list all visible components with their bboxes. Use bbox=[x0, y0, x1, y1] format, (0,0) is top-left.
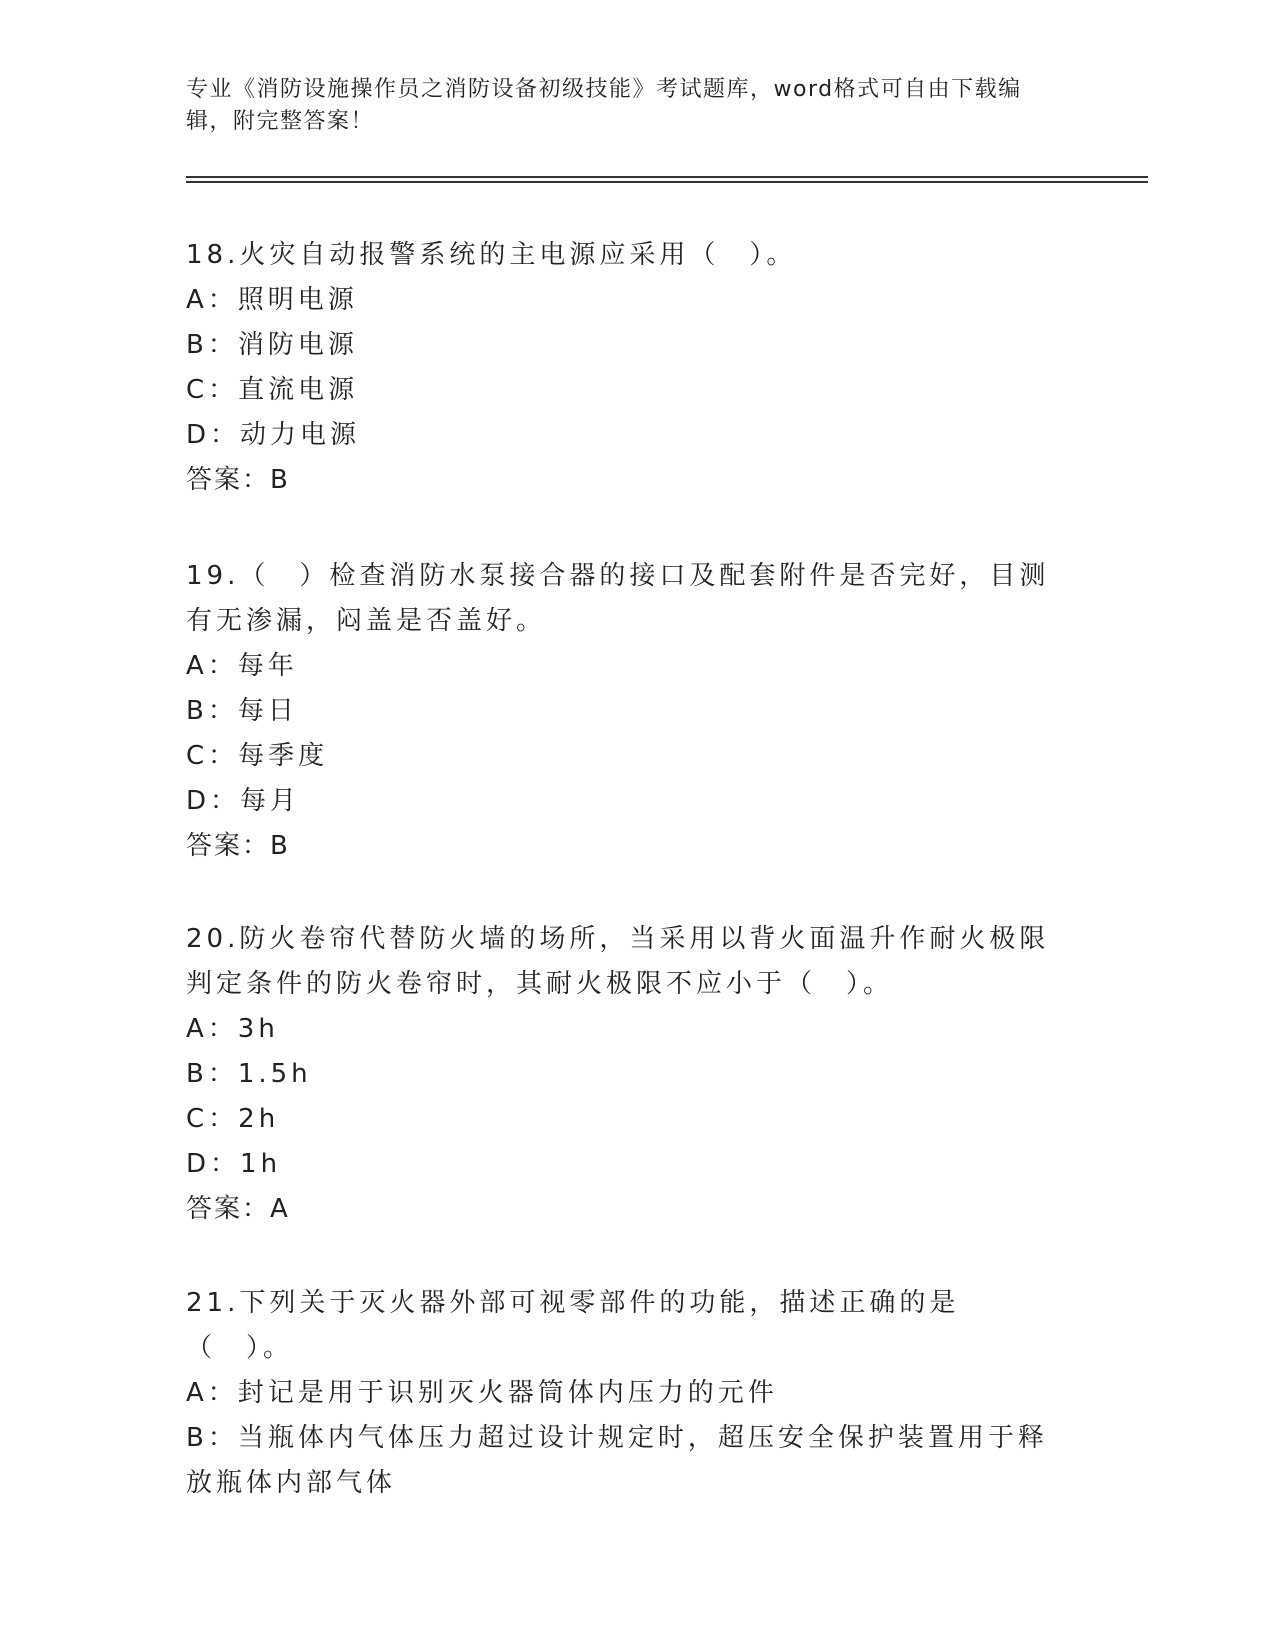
question-19 bbox=[186, 554, 1066, 869]
question-stem: 21.下列关于灭火器外部可视零部件的功能，描述正确的是（ ）。 bbox=[186, 1288, 960, 1363]
option-c: C：2h bbox=[186, 1104, 280, 1134]
option-c: C：直流电源 bbox=[186, 375, 359, 405]
option-b: B：1.5h bbox=[186, 1059, 312, 1089]
answer: 答案：B bbox=[186, 465, 290, 495]
option-d: D：动力电源 bbox=[186, 420, 361, 450]
question-20 bbox=[186, 917, 1066, 1232]
option-a: A：封记是用于识别灭火器筒体内压力的元件 bbox=[186, 1378, 778, 1408]
question-21 bbox=[186, 1281, 1066, 1506]
answer: 答案：B bbox=[186, 831, 290, 861]
answer: 答案：A bbox=[186, 1194, 290, 1224]
question-stem: 18.火灾自动报警系统的主电源应采用（ ）。 bbox=[186, 240, 797, 270]
header-rule-bottom bbox=[186, 181, 1148, 183]
option-a: A：每年 bbox=[186, 651, 298, 681]
option-c: C：每季度 bbox=[186, 741, 329, 771]
question-18 bbox=[186, 233, 1066, 503]
option-b: B：当瓶体内气体压力超过设计规定时，超压安全保护装置用于释放瓶体内部气体 bbox=[186, 1423, 1048, 1498]
document-header: 专业《消防设施操作员之消防设备初级技能》考试题库，word格式可自由下载编辑，附完整答案！ bbox=[186, 77, 1022, 134]
question-stem: 19.（ ）检查消防水泵接合器的接口及配套附件是否完好，目测有无渗漏，闷盖是否盖好。 bbox=[186, 561, 1050, 636]
option-d: D：每月 bbox=[186, 786, 301, 816]
option-a: A：照明电源 bbox=[186, 285, 358, 315]
option-b: B：消防电源 bbox=[186, 330, 358, 360]
question-stem: 20.防火卷帘代替防火墙的场所，当采用以背火面温升作耐火极限判定条件的防火卷帘时，其耐火极限不应小于（ ）。 bbox=[186, 924, 1050, 999]
header-rule-top bbox=[186, 176, 1148, 178]
option-a: A：3h bbox=[186, 1014, 279, 1044]
option-b: B：每日 bbox=[186, 696, 298, 726]
option-d: D：1h bbox=[186, 1149, 282, 1179]
